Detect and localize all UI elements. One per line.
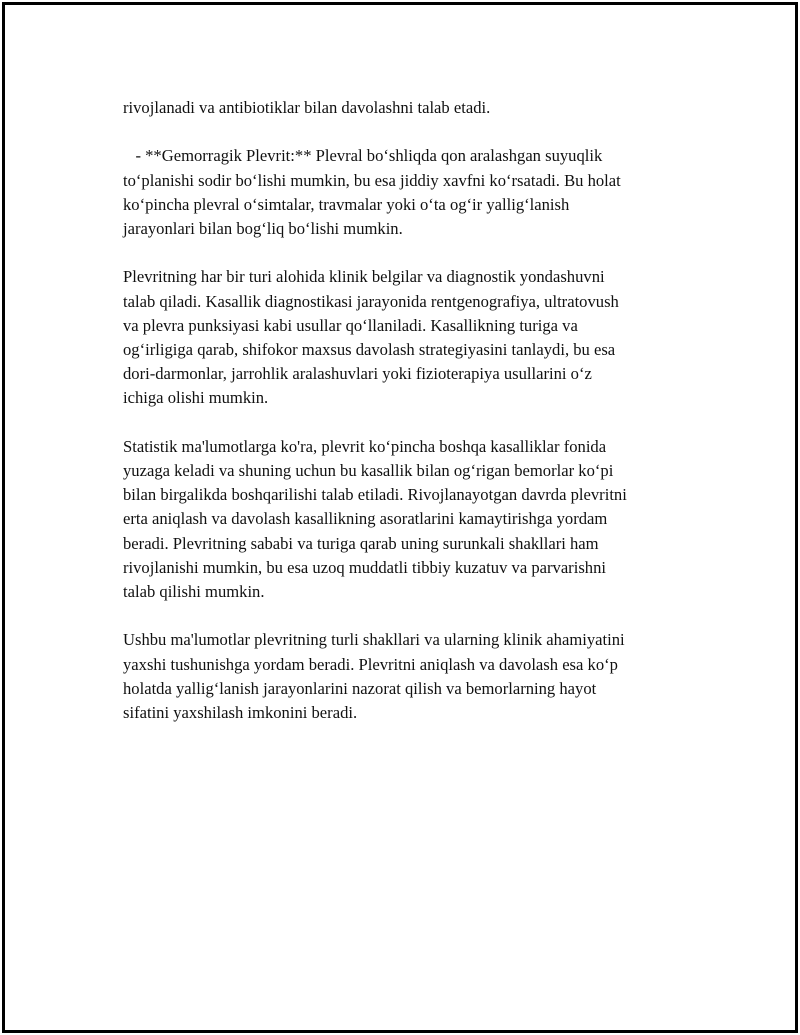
paragraph-5: Ushbu ma'lumotlar plevritning turli shakllari va ularning klinik ahamiyatini yaxshi tushunishga yordam beradi. Plevritni aniqlash va davolash esa ko‘p holatda yallig‘lanish jarayonlarini nazorat qilish va bemorlarning hayot sifatini yaxshilash imkonini beradi. <box>123 630 625 723</box>
paragraph-4: Statistik ma'lumotlarga ko'ra, plevrit ko‘pincha boshqa kasalliklar fonida yuzaga keladi va shuning uchun bu kasallik bilan og‘rigan bemorlar ko‘pi bilan birgalikda boshqarilishi talab etiladi. Rivojlanayotgan davrda plevritni erta aniqlash va davolash kasallikning asoratlarini kamaytirishga yordam beradi. Plevritning sababi va turiga qarab uning surunkali shakllari ham rivojlanishi mumkin, bu esa uzoq muddatli tibbiy kuzatuv va parvarishni talab qilishi mumkin. <box>123 436 627 602</box>
paragraph-3: Plevritning har bir turi alohida klinik belgilar va diagnostik yondashuvni talab qiladi. Kasallik diagnostikasi jarayonida rentgenografiya, ultratovush va plevra punksiyasi kabi usullar qo‘llaniladi. Kasallikning turiga va og‘irligiga qarab, shifokor maxsus davolash strategiyasini tanlaydi, bu esa dori-darmonlar, jarrohlik aralashuvlari yoki fizioterapiya usullarini o‘z ichiga olishi mumkin. <box>123 267 619 408</box>
paragraph-1: rivojlanadi va antibiotiklar bilan davolashni talab etadi. <box>123 98 491 117</box>
paragraph-2: - **Gemorragik Plevrit:** Plevral bo‘shliqda qon aralashgan suyuqlik to‘planishi sodir bo‘lishi mumkin, bu esa jiddiy xavfni ko‘rsatadi. Bu holat ko‘pincha plevral o‘simtalar, travmalar yoki o‘ta og‘ir yallig‘lanish jarayonlari bilan bog‘liq bo‘lishi mumkin. <box>123 146 621 238</box>
document-body <box>123 96 683 749</box>
document-page <box>2 2 798 1033</box>
